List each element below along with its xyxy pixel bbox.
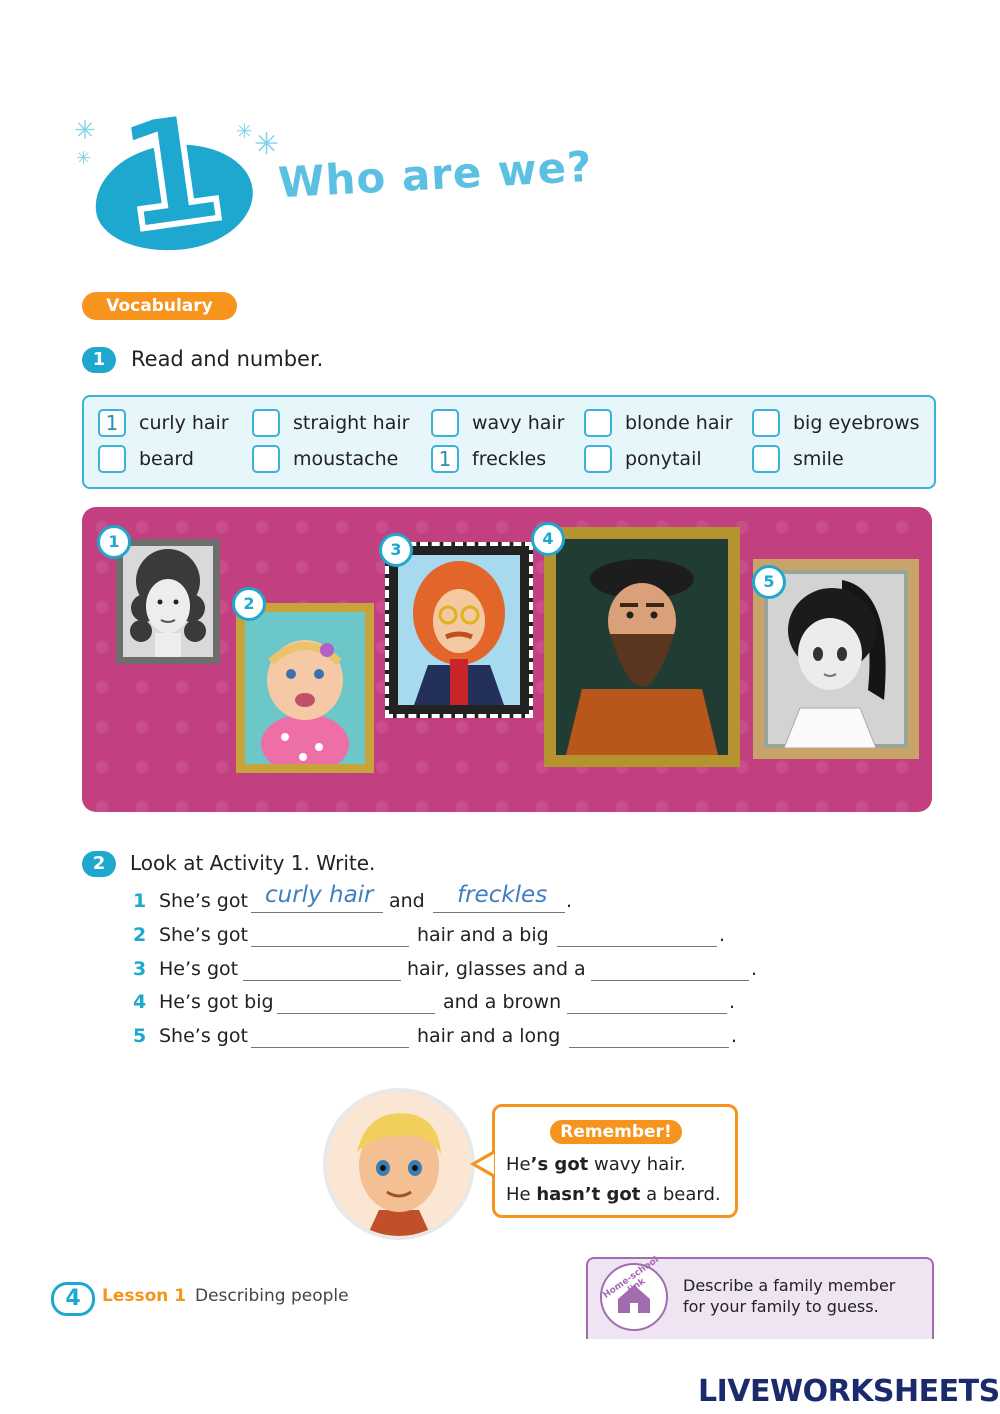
sentence-text: . xyxy=(566,890,573,912)
curly-girl-drawing xyxy=(123,546,213,657)
sentence-row xyxy=(133,924,773,954)
baby-drawing xyxy=(245,612,365,764)
word-label: wavy hair xyxy=(472,412,565,434)
portrait-number-badge: 2 xyxy=(232,587,266,621)
sentence-text: She’s got xyxy=(159,924,248,946)
bearded-man-drawing xyxy=(556,539,728,755)
word-label: blonde hair xyxy=(625,412,733,434)
answer-text: freckles xyxy=(457,882,548,908)
word-label: freckles xyxy=(472,448,547,470)
word-box xyxy=(82,395,936,489)
answer-box[interactable] xyxy=(584,409,612,437)
answer-blank[interactable] xyxy=(251,912,383,913)
lesson-topic: Describing people xyxy=(195,1286,349,1306)
liveworksheets-logo xyxy=(693,1373,1000,1409)
answer-blank[interactable] xyxy=(251,946,409,947)
row-number: 5 xyxy=(133,1025,147,1047)
word-item xyxy=(584,444,702,474)
liveworksheets-icon xyxy=(693,1379,694,1403)
word-label: big eyebrows xyxy=(793,412,920,434)
sentence-row xyxy=(133,1025,773,1055)
sentence-row xyxy=(133,882,773,920)
word-item xyxy=(252,444,398,474)
brand-text: LIVEWORKSHEETS xyxy=(698,1373,1000,1409)
sentence-text: He’s got xyxy=(159,958,239,980)
portrait-number-badge: 4 xyxy=(531,522,565,556)
portrait-number-badge: 1 xyxy=(97,525,131,559)
word-item xyxy=(98,444,194,474)
answer-box[interactable] xyxy=(752,445,780,473)
answer-blank[interactable] xyxy=(243,980,401,981)
answer-blank[interactable] xyxy=(277,1013,435,1014)
answer-blank[interactable] xyxy=(591,980,749,981)
sentence-text: hair, glasses and a xyxy=(407,958,586,980)
sparkle-icon: ✳ xyxy=(74,116,96,146)
answer-box[interactable]: 1 xyxy=(98,409,126,437)
sentence-text: . xyxy=(751,958,758,980)
sentence-text: and a brown xyxy=(443,991,562,1013)
sparkle-icon: ✳ xyxy=(254,127,280,162)
boy-avatar xyxy=(323,1088,475,1240)
sentence-text: . xyxy=(731,1025,738,1047)
sentence-text: hair and a big xyxy=(417,924,549,946)
portrait-1 xyxy=(116,539,220,664)
answer-blank[interactable] xyxy=(569,1047,729,1048)
word-label: ponytail xyxy=(625,448,702,470)
sentence-text: She’s got xyxy=(159,890,248,912)
word-item xyxy=(431,408,565,438)
answer-blank[interactable] xyxy=(251,1047,409,1048)
activity-number: 2 xyxy=(82,851,116,877)
answer-box[interactable] xyxy=(752,409,780,437)
row-number: 4 xyxy=(133,991,147,1013)
red-hair-man-drawing xyxy=(398,555,520,705)
home-school-text: Describe a family member xyxy=(683,1276,896,1295)
portrait-panel xyxy=(82,507,932,812)
word-label: beard xyxy=(139,448,194,470)
answer-text: curly hair xyxy=(265,882,374,908)
portrait-number-badge: 5 xyxy=(752,565,786,599)
unit-number: 1 xyxy=(106,79,234,267)
word-item xyxy=(431,444,546,474)
section-label: Vocabulary xyxy=(82,292,237,320)
row-number: 1 xyxy=(133,890,147,912)
word-item xyxy=(752,444,844,474)
answer-blank[interactable] xyxy=(433,912,565,913)
remember-line-1: He’s got wavy hair. xyxy=(506,1154,686,1175)
answer-box[interactable] xyxy=(252,409,280,437)
home-school-text: for your family to guess. xyxy=(683,1297,879,1316)
row-number: 3 xyxy=(133,958,147,980)
page-title: Who are we? xyxy=(276,141,594,208)
word-item xyxy=(584,408,733,438)
activity-instruction: Look at Activity 1. Write. xyxy=(130,851,376,875)
sentence-text: . xyxy=(719,924,726,946)
answer-box[interactable] xyxy=(584,445,612,473)
lesson-label: Lesson 1 xyxy=(102,1286,187,1306)
page-number: 4 xyxy=(51,1282,95,1316)
sentence-text: hair and a long xyxy=(417,1025,561,1047)
remember-label: Remember! xyxy=(550,1120,682,1144)
row-number: 2 xyxy=(133,924,147,946)
portrait-3 xyxy=(385,542,533,718)
answer-box[interactable]: 1 xyxy=(431,445,459,473)
word-item xyxy=(752,408,920,438)
sentence-text: and xyxy=(389,890,425,912)
remember-line-2: He hasn’t got a beard. xyxy=(506,1184,721,1205)
answer-blank[interactable] xyxy=(567,1013,727,1014)
sentence-row xyxy=(133,958,773,988)
word-item xyxy=(252,408,409,438)
portrait-4 xyxy=(544,527,740,767)
word-label: moustache xyxy=(293,448,399,470)
portrait-2 xyxy=(236,603,374,773)
portrait-number-badge: 3 xyxy=(379,533,413,567)
answer-blank[interactable] xyxy=(557,946,717,947)
answer-box[interactable] xyxy=(431,409,459,437)
word-item xyxy=(98,408,229,438)
sparkle-icon: ✳ xyxy=(236,119,253,143)
word-label: straight hair xyxy=(293,412,410,434)
word-label: curly hair xyxy=(139,412,229,434)
word-label: smile xyxy=(793,448,844,470)
activity-number: 1 xyxy=(82,347,116,373)
sentence-text: He’s got big xyxy=(159,991,274,1013)
sentence-row xyxy=(133,991,773,1021)
sparkle-icon: ✳ xyxy=(76,148,92,169)
sentence-text: . xyxy=(729,991,736,1013)
boy-face-drawing xyxy=(327,1092,471,1236)
answer-box[interactable] xyxy=(98,445,126,473)
sentence-text: She’s got xyxy=(159,1025,248,1047)
activity-instruction: Read and number. xyxy=(131,347,324,371)
home-school-label: Home-school link xyxy=(601,1255,661,1301)
answer-box[interactable] xyxy=(252,445,280,473)
ponytail-girl-drawing xyxy=(764,570,908,748)
